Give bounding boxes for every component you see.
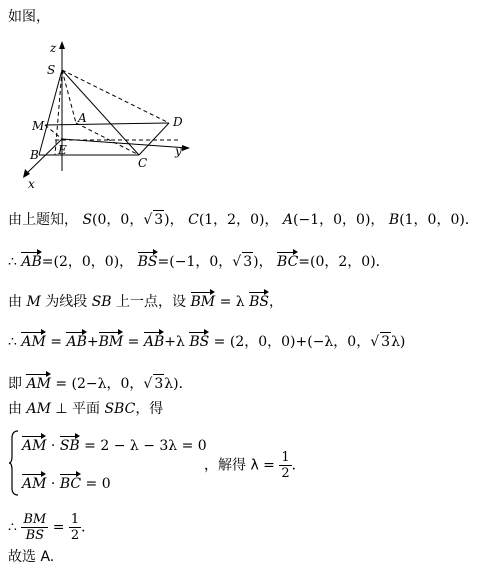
- left-brace-icon: [8, 430, 20, 496]
- label-S: S: [47, 63, 56, 77]
- perpendicular-line: 由 AM ⊥ 平面 SBC，得: [8, 401, 164, 417]
- vectors-line: ∴ AB=(2，0，0)， BS=(−1，0，√ 3)， BC=(0，2，0)．: [8, 250, 390, 271]
- label-z: z: [50, 41, 57, 55]
- label-E: E: [58, 143, 67, 157]
- equation-system: [8, 428, 468, 498]
- pyramid-figure: [18, 38, 218, 193]
- ratio-line: ∴ $\frac{BM}{BS}$ = $\frac{1}{2}$ ．: [8, 512, 96, 543]
- system-row-2: AM · BC = 0: [22, 472, 111, 493]
- am-result-line: 即 AM = (2−λ，0，√ 3λ)．: [8, 372, 193, 393]
- point-m-line: 由 M 为线段 SB 上一点，设 BM = λ BS，: [8, 290, 283, 311]
- label-y: y: [175, 144, 182, 158]
- label-B: B: [30, 148, 39, 162]
- lambda-solution: ，解得 λ = $\frac{1}{2}$ ．: [204, 450, 306, 481]
- coordinates-line: 由上题知， S(0，0，√ 3)， C(1，2，0)， A(−1，0，0)， B(1，0，0)．: [8, 212, 479, 228]
- label-C: C: [138, 156, 148, 170]
- label-A: A: [78, 111, 87, 125]
- label-D: D: [173, 115, 183, 129]
- answer-text: 故选 A.: [8, 549, 55, 565]
- intro-text: 如图，: [8, 9, 50, 25]
- system-row-1: AM · SB = 2 − λ − 3λ = 0: [22, 434, 207, 455]
- label-M: M: [32, 119, 45, 133]
- label-x: x: [28, 177, 35, 191]
- am-expand-line: ∴ AM = AB+BM = AB+λ BS = (2，0，0)+(−λ，0，√ 3λ): [8, 330, 405, 351]
